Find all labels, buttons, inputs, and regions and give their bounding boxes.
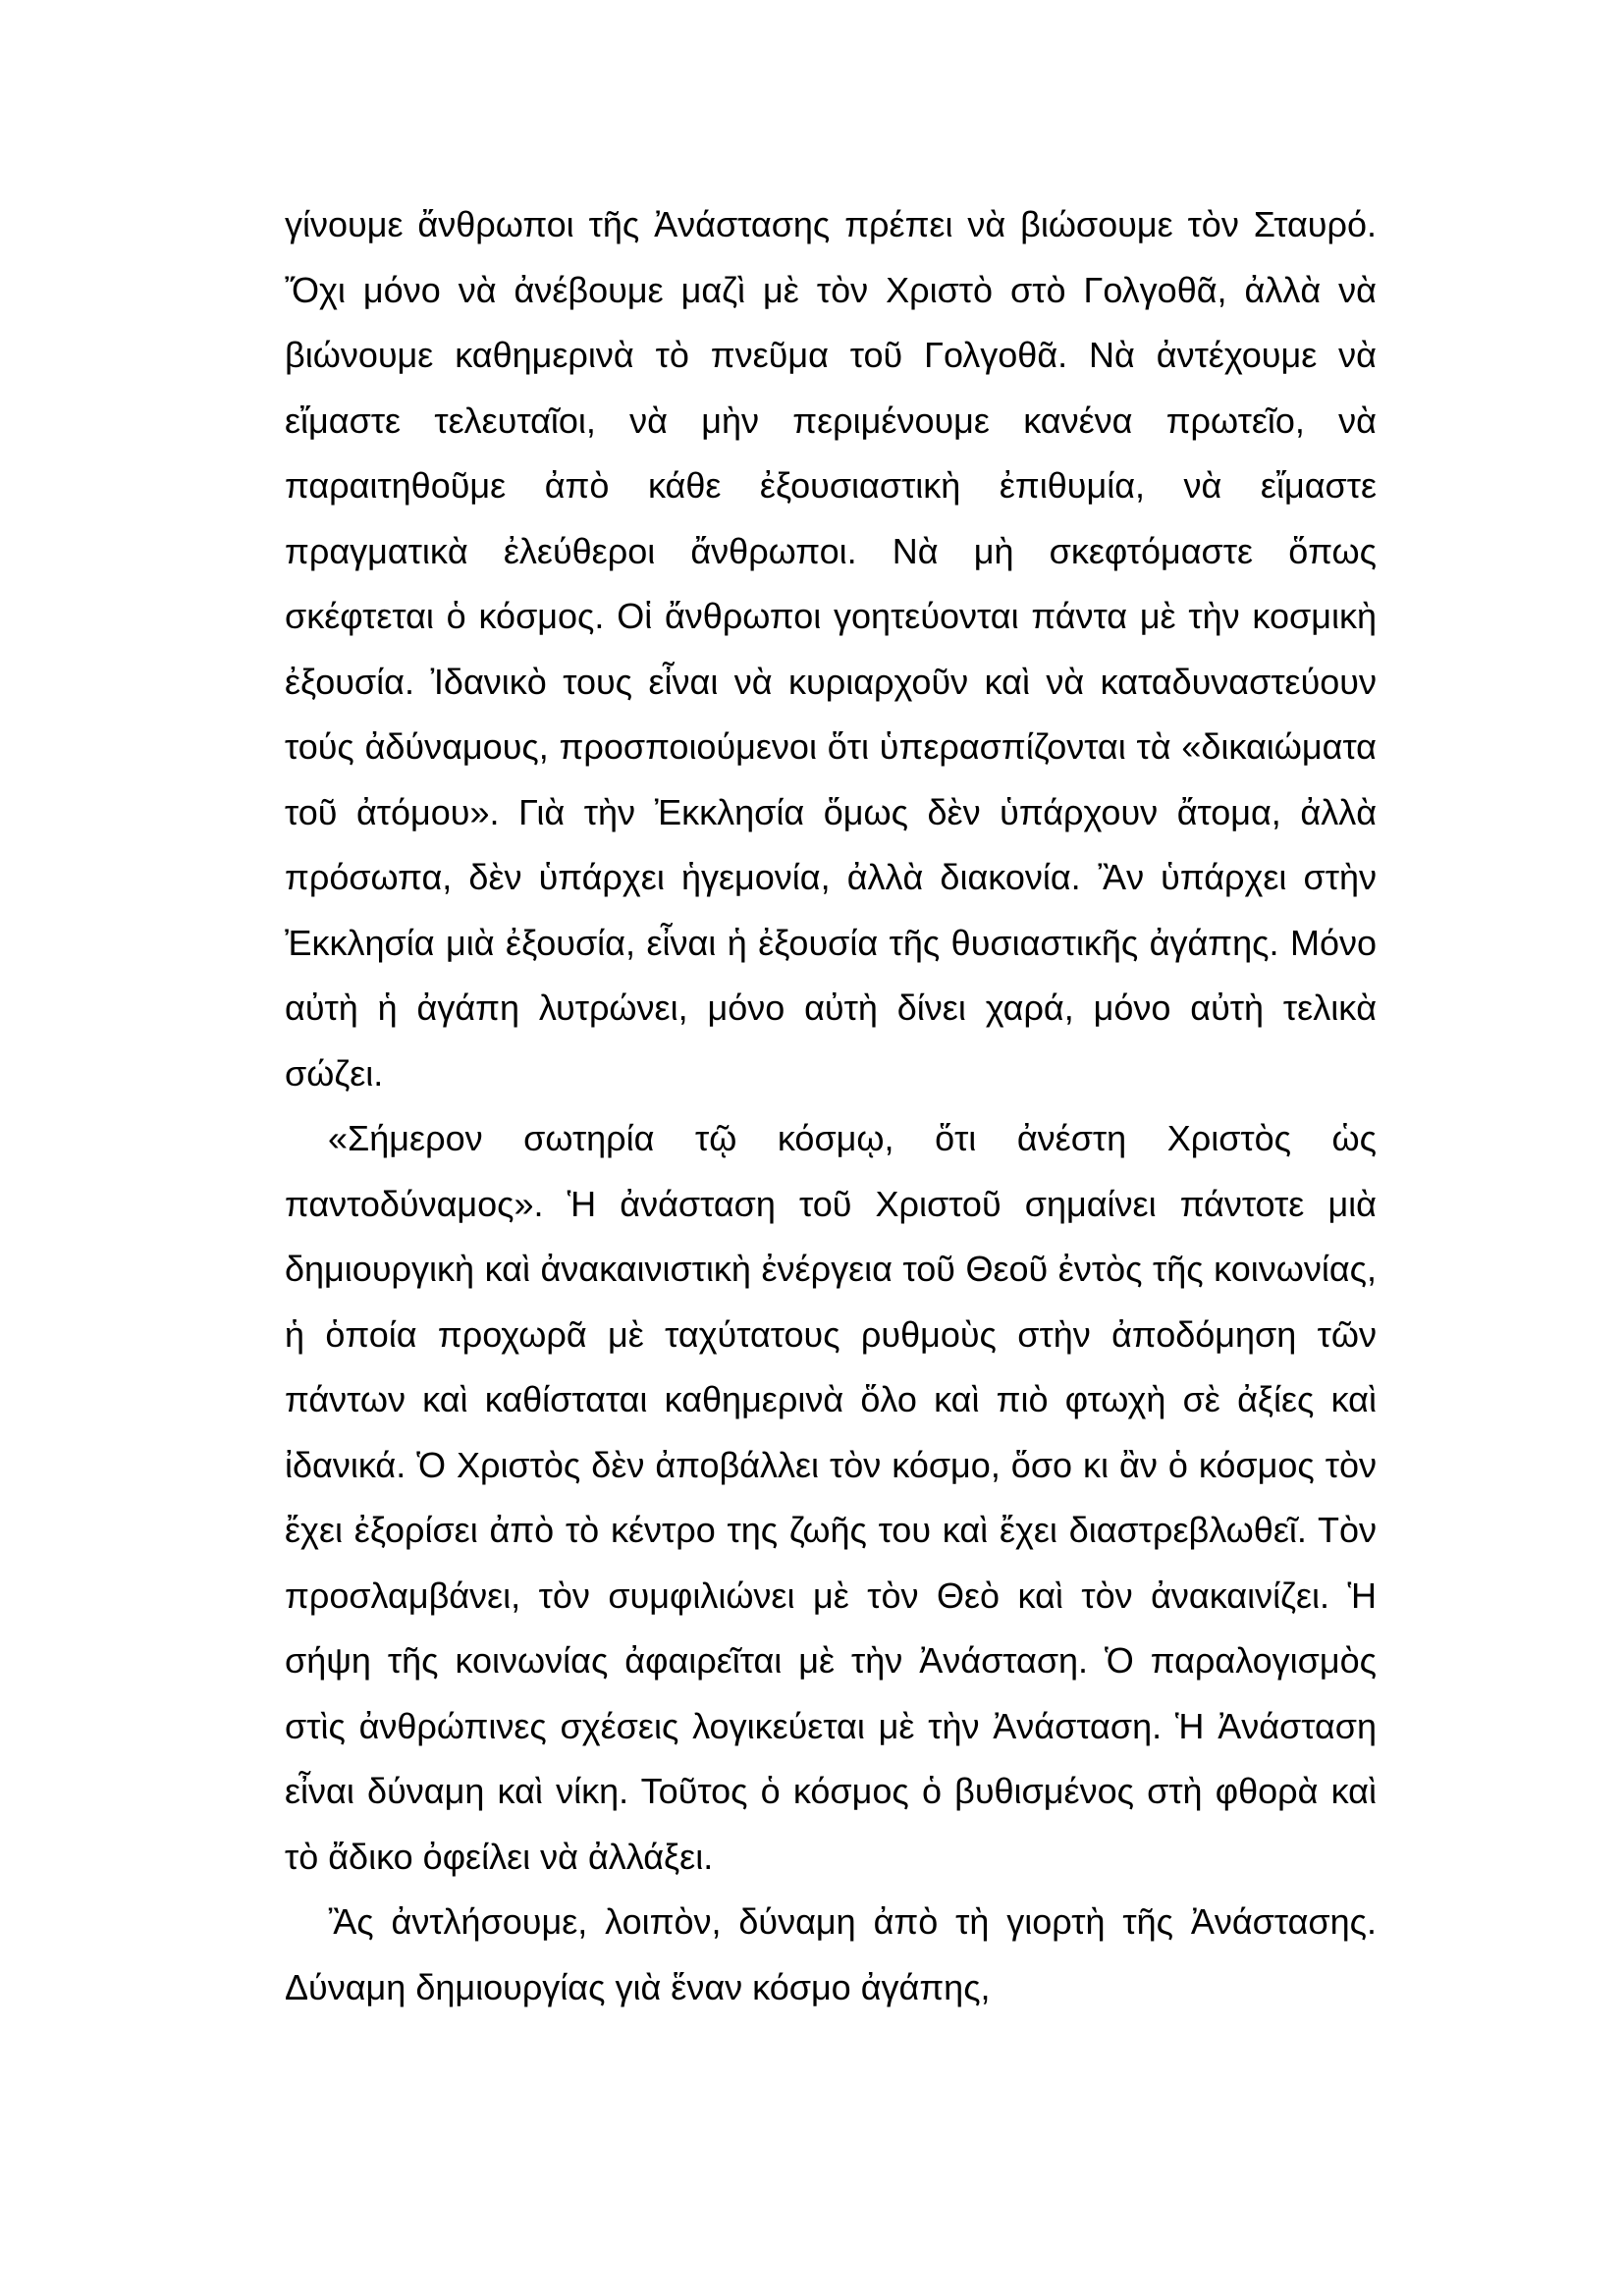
- paragraph-1: γίνουμε ἄνθρωποι τῆς Ἀνάστασης πρέπει νὰ βιώσουμε τὸν Σταυρό. Ὄχι μόνο νὰ ἀνέβουμε μαζὶ μὲ τὸν Χριστὸ στὸ Γολγοθᾶ, ἀλλὰ νὰ βιώνουμε καθημερινὰ τὸ πνεῦμα τοῦ Γολγοθᾶ. Νὰ ἀντέχουμε νὰ εἴμαστε τελευταῖοι, νὰ μὴν περιμένουμε κανένα πρωτεῖο, νὰ παραιτηθοῦμε ἀπὸ κάθε ἐξουσιαστικὴ ἐπιθυμία, νὰ εἴμαστε πραγματικὰ ἐλεύθεροι ἄνθρωποι. Νὰ μὴ σκεφτόμαστε ὅπως σκέφτεται ὁ κόσμος. Οἱ ἄνθρωποι γοητεύονται πάντα μὲ τὴν κοσμικὴ ἐξουσία. Ἰδανικὸ τους εἶναι νὰ κυριαρχοῦν καὶ νὰ καταδυναστεύουν τούς ἀδύναμους, προσποιούμενοι ὅτι ὑπερασπίζονται τὰ «δικαιώματα τοῦ ἀτόμου». Γιὰ τὴν Ἐκκλησία ὅμως δὲν ὑπάρχουν ἄτομα, ἀλλὰ πρόσωπα, δὲν ὑπάρχει ἡγεμονία, ἀλλὰ διακονία. Ἂν ὑπάρχει στὴν Ἐκκλησία μιὰ ἐξουσία, εἶναι ἡ ἐξουσία τῆς θυσιαστικῆς ἀγάπης. Μόνο αὐτὴ ἡ ἀγάπη λυτρώνει, μόνο αὐτὴ δίνει χαρά, μόνο αὐτὴ τελικὰ σώζει.: [285, 204, 1377, 1094]
- paragraph-3: Ἂς ἀντλήσουμε, λοιπὸν, δύναμη ἀπὸ τὴ γιορτὴ τῆς Ἀνάστασης. Δύναμη δημιουργίας γιὰ ἕναν κόσμο ἀγάπης,: [285, 1901, 1377, 2007]
- document-page: [285, 192, 1377, 2020]
- paragraph-2: «Σήμερον σωτηρία τῷ κόσμῳ, ὅτι ἀνέστη Χριστὸς ὡς παντοδύναμος». Ἡ ἀνάσταση τοῦ Χριστοῦ σημαίνει πάντοτε μιὰ δημιουργικὴ καὶ ἀνακαινιστικὴ ἐνέργεια τοῦ Θεοῦ ἐντὸς τῆς κοινωνίας, ἡ ὁποία προχωρᾶ μὲ ταχύτατους ρυθμοὺς στὴν ἀποδόμηση τῶν πάντων καὶ καθίσταται καθημερινὰ ὅλο καὶ πιὸ φτωχὴ σὲ ἀξίες καὶ ἰδανικά. Ὁ Χριστὸς δὲν ἀποβάλλει τὸν κόσμο, ὅσο κι ἂν ὁ κόσμος τὸν ἔχει ἐξορίσει ἀπὸ τὸ κέντρο της ζωῆς του καὶ ἔχει διαστρεβλωθεῖ. Τὸν προσλαμβάνει, τὸν συμφιλιώνει μὲ τὸν Θεὸ καὶ τὸν ἀνακαινίζει. Ἡ σήψη τῆς κοινωνίας ἀφαιρεῖται μὲ τὴν Ἀνάσταση. Ὁ παραλογισμὸς στὶς ἀνθρώπινες σχέσεις λογικεύεται μὲ τὴν Ἀνάσταση. Ἡ Ἀνάσταση εἶναι δύναμη καὶ νίκη. Τοῦτος ὁ κόσμος ὁ βυθισμένος στὴ φθορὰ καὶ τὸ ἄδικο ὀφείλει νὰ ἀλλάξει.: [285, 1118, 1377, 1877]
